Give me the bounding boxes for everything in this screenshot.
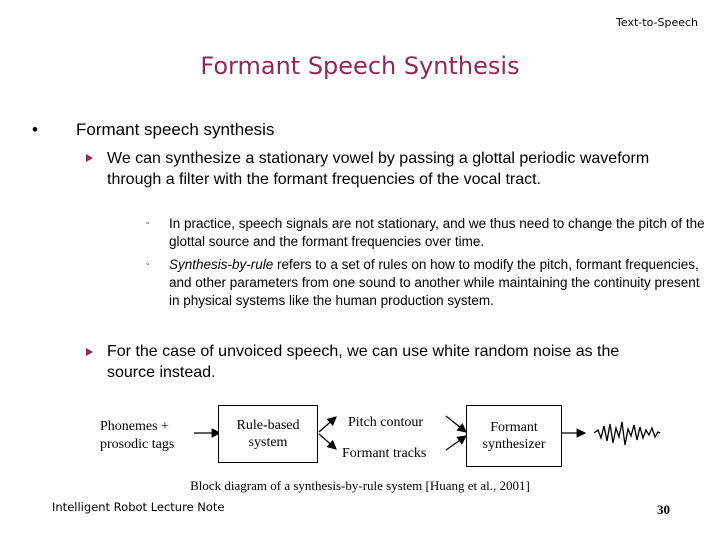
arrow-pitch-in bbox=[446, 416, 466, 432]
input-label: Phonemes + prosodic tags bbox=[100, 419, 175, 452]
term-synthesis-by-rule: Synthesis-by-rule bbox=[169, 257, 274, 272]
arrow-formant-out bbox=[319, 434, 336, 449]
footer-note: Intelligent Robot Lecture Note bbox=[52, 500, 225, 514]
slide-title: Formant Speech Synthesis bbox=[200, 52, 520, 80]
arrow-formant-in bbox=[446, 436, 466, 450]
rule-based-system-box: Rule-based system bbox=[218, 405, 318, 463]
formant-tracks-label: Formant tracks bbox=[342, 446, 427, 461]
sub-bullet-stationary-vowel: We can synthesize a stationary vowel by passing a glottal periodic waveform through a filter with the formant frequencies of the vocal tract. bbox=[107, 150, 650, 188]
sub-bullet-unvoiced: For the case of unvoiced speech, we can use white random noise as the source instead. bbox=[107, 343, 620, 381]
arrow-pitch-out bbox=[319, 417, 336, 432]
formant-synthesizer-box: Formant synthesizer bbox=[466, 405, 562, 467]
waveform-icon bbox=[594, 422, 660, 445]
point-nonstationary: In practice, speech signals are not stationary, and we thus need to change the pitch of the glottal source and the formant frequencies over time. bbox=[169, 216, 705, 249]
point-text: refers to a set of rules on how to modify the pitch, formant frequencies, and other parameters from one sound to another while maintaining the continuity present in physical systems like the human production system. bbox=[169, 257, 700, 308]
diagram-caption: Block diagram of a synthesis-by-rule system [Huang et al., 2001] bbox=[190, 478, 530, 493]
pitch-contour-label: Pitch contour bbox=[348, 415, 424, 430]
ring-bullet-icon: ◦ bbox=[146, 259, 150, 270]
header-course-title: Text-to-Speech bbox=[616, 16, 698, 29]
bullet-dot: • bbox=[32, 120, 38, 139]
bullet-text: Formant speech synthesis bbox=[76, 120, 275, 139]
ring-bullet-icon: ◦ bbox=[146, 218, 150, 229]
page-number: 30 bbox=[657, 502, 670, 517]
